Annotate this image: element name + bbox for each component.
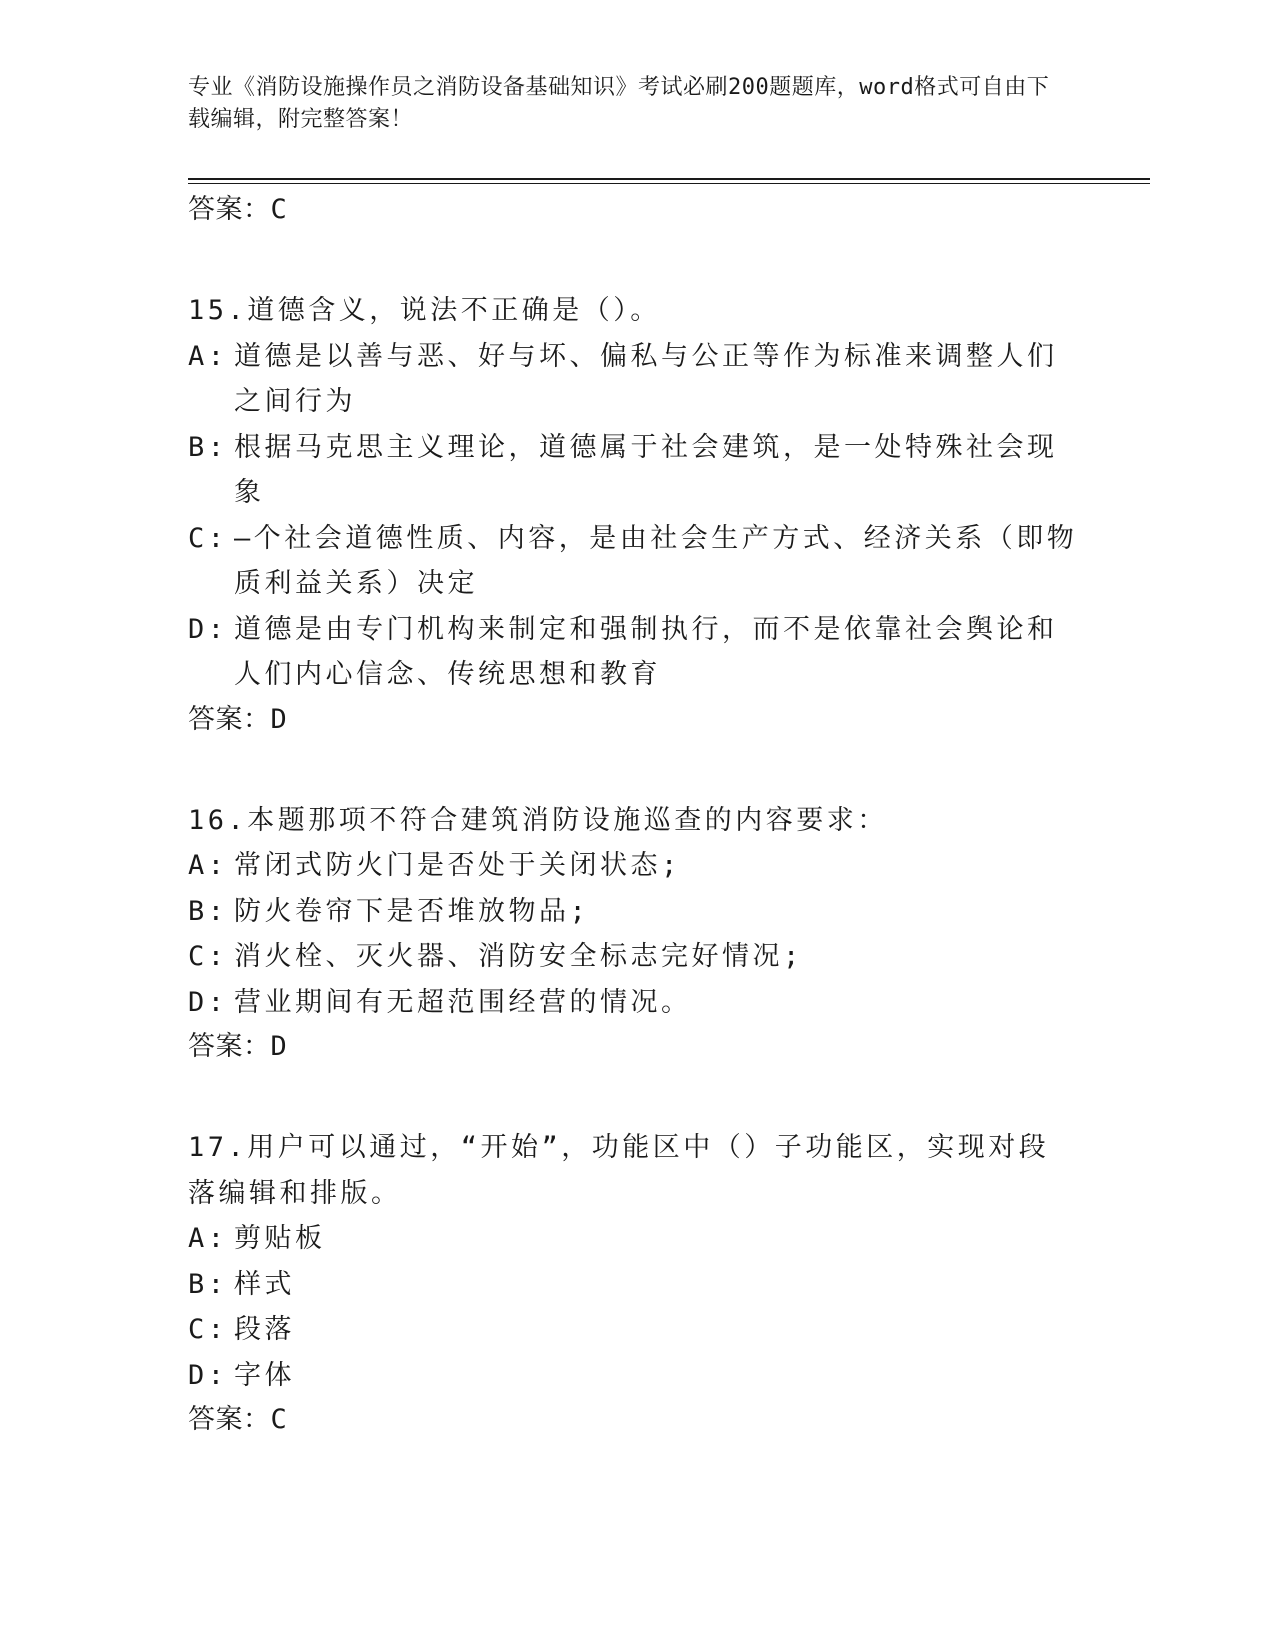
- question-16: [188, 798, 1078, 1070]
- option-text: 剪贴板: [234, 1223, 326, 1254]
- answer: 答案：C: [188, 1404, 288, 1435]
- previous-answer: 答案：C: [188, 194, 288, 225]
- option-letter: D:: [188, 986, 228, 1018]
- question-17: [188, 1125, 1078, 1442]
- document-header: [188, 72, 1068, 136]
- option-letter: B:: [188, 895, 228, 927]
- option-a: [188, 1216, 1078, 1262]
- option-b: [188, 889, 1078, 935]
- option-text: 根据马克思主义理论，道德属于社会建筑，是一处特殊社会现象: [234, 431, 1058, 508]
- option-text: 常闭式防火门是否处于关闭状态;: [234, 850, 681, 881]
- question-stem: 16.本题那项不符合建筑消防设施巡查的内容要求：: [188, 804, 888, 836]
- question-stem: 17.用户可以通过，“开始”，功能区中（）子功能区，实现对段落编辑和排版。: [188, 1132, 1050, 1209]
- option-a: [188, 334, 1078, 425]
- option-letter: A:: [188, 340, 228, 372]
- option-d: [188, 1353, 1078, 1399]
- header-divider-thick: [188, 178, 1150, 180]
- option-letter: A:: [188, 1223, 228, 1254]
- option-text: 营业期间有无超范围经营的情况。: [234, 986, 692, 1018]
- option-b: [188, 1262, 1078, 1308]
- document-body: [188, 188, 1078, 1442]
- option-text: 字体: [234, 1359, 295, 1391]
- option-d: [188, 980, 1078, 1026]
- option-text: 道德是以善与恶、好与坏、偏私与公正等作为标准来调整人们之间行为: [234, 340, 1058, 417]
- option-c: [188, 516, 1078, 607]
- answer: 答案：D: [188, 703, 288, 735]
- header-title: 专业《消防设施操作员之消防设备基础知识》考试必刷200题题库，word格式可自由下载编辑，附完整答案！: [188, 75, 1050, 132]
- question-15: [188, 288, 1078, 742]
- question-stem: 15.道德含义，说法不正确是（）。: [188, 295, 661, 326]
- option-b: [188, 425, 1078, 516]
- option-letter: D:: [188, 613, 228, 645]
- option-letter: C:: [188, 522, 228, 554]
- option-c: [188, 1307, 1078, 1353]
- option-letter: B:: [188, 431, 228, 463]
- option-letter: A:: [188, 850, 228, 881]
- option-text: 防火卷帘下是否堆放物品;: [234, 895, 590, 927]
- option-text: —个社会道德性质、内容，是由社会生产方式、经济关系（即物质利益关系）决定: [234, 522, 1078, 599]
- option-text: 道德是由专门机构来制定和强制执行，而不是依靠社会舆论和人们内心信念、传统思想和教育: [234, 613, 1058, 690]
- header-divider-thin: [188, 183, 1150, 184]
- option-letter: C:: [188, 941, 228, 972]
- option-letter: B:: [188, 1268, 228, 1300]
- answer: 答案：D: [188, 1031, 288, 1062]
- option-a: [188, 843, 1078, 889]
- option-letter: C:: [188, 1314, 228, 1345]
- option-letter: D:: [188, 1359, 228, 1391]
- option-text: 样式: [234, 1268, 295, 1300]
- option-d: [188, 607, 1078, 698]
- option-text: 段落: [234, 1314, 295, 1345]
- option-c: [188, 934, 1078, 980]
- option-text: 消火栓、灭火器、消防安全标志完好情况;: [234, 941, 803, 972]
